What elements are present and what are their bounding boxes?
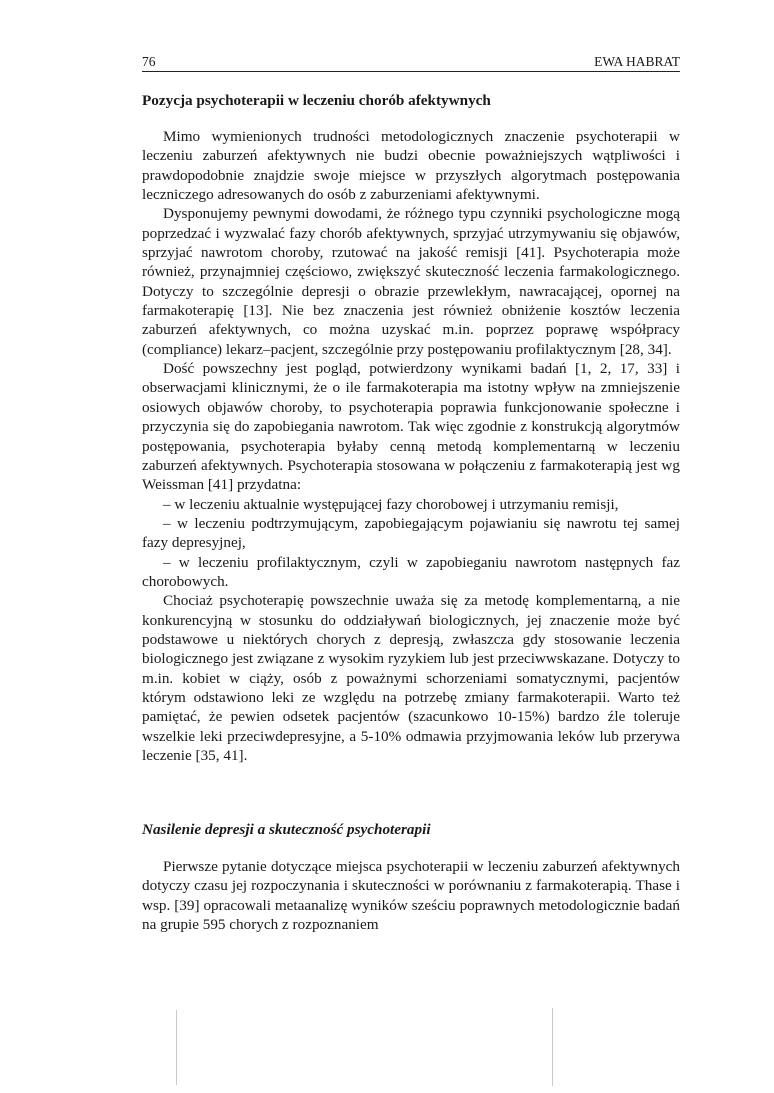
subsection-body [142, 857, 680, 934]
running-header [142, 54, 680, 70]
paragraph: Dysponujemy pewnymi dowodami, że różnego typu czynniki psychologiczne mogą poprzedzać i wyzwalać fazy chorób afektywnych, sprzyjać utrzymywaniu się objawów, sprzyjać nawrotom choroby, rzutować na jakość remisji [41]. Psychoterapia może również, przynajmniej częściowo, zwiększyć skuteczność leczenia farmakologicznego. Dotyczy to szczególnie depresji o obrazie przewlekłym, nawracającej, opornej na farmakoterapię [13]. Nie bez znaczenia jest również obniżenie kosztów leczenia zaburzeń afektywnych, co można uzyskać m.in. poprzez poprawę współpracy (compliance) lekarz–pacjent, szczególnie przy postępowaniu profilaktycznym [28, 34]. [142, 205, 680, 358]
list-item: – w leczeniu profilaktycznym, czyli w zapobieganiu nawrotom następnych faz chorobowych. [142, 553, 680, 590]
list-item: – w leczeniu podtrzymującym, zapobiegającym pojawianiu się nawrotu tej samej fazy depresyjnej, [142, 514, 680, 552]
section-body [142, 127, 680, 765]
paragraph: Chociaż psychoterapię powszechnie uważa się za metodę komplementarną, a nie konkurencyjną w stosunku do oddziaływań biologicznych, jej znaczenie może być podstawowe u niektórych chorych z depresją, zwłaszcza gdy stosowanie leczenia biologicznego jest związane z wysokim ryzykiem lub jest przeciwwskazane. Dotyczy to m.in. kobiet w ciąży, osób z poważnymi schorzeniami somatycznymi, pacjentów którym odstawiono leki ze względu na potrzebę zmiany farmakoterapii. Warto też pamiętać, że pewien odsetek pacjentów (szacunkowo 10-15%) bardzo źle toleruje wszelkie leki przeciwdepresyjne, a 5-10% odmawia przyjmowania leków lub przerywa leczenie [35, 41]. [142, 592, 680, 764]
list-item: – w leczeniu aktualnie występującej fazy chorobowej i utrzymaniu remisji, [163, 495, 619, 513]
page-number: 76 [142, 54, 156, 69]
subsection-title: Nasilenie depresji a skuteczność psychoterapii [142, 821, 431, 838]
header-rule [142, 71, 680, 72]
paragraph: Mimo wymienionych trudności metodologicznych znaczenie psychoterapii w leczeniu zaburzeń afektywnych nie budzi obecnie poważniejszych wątpliwości i prawdopodobnie znajdzie swoje miejsce w przyszłych algorytmach postępowania leczniczego adresowanych do osób z zaburzeniami afektywnymi. [142, 128, 680, 204]
running-author: EWA HABRAT [594, 54, 680, 69]
scan-artifact-line [552, 1008, 553, 1086]
scan-artifact-line [176, 1010, 177, 1085]
paragraph: Dość powszechny jest pogląd, potwierdzony wynikami badań [1, 2, 17, 33] i obserwacjami klinicznymi, że o ile farmakoterapia ma istotny wpływ na zmniejszenie osiowych objawów choroby, to psychoterapia poprawia funkcjonowanie społeczne i przyczynia się do zapobiegania nawrotom. Tak więc zgodnie z konstrukcją algorytmów postępowania, psychoterapia byłaby cenną metodą komplementarną w leczeniu zaburzeń afektywnych. Psychoterapia stosowana w połączeniu z farmakoterapią jest wg Weissman [41] przydatna: [142, 360, 680, 494]
section-title: Pozycja psychoterapii w leczeniu chorób afektywnych [142, 92, 491, 109]
paragraph: Pierwsze pytanie dotyczące miejsca psychoterapii w leczeniu zaburzeń afektywnych dotyczy czasu jej rozpoczynania i skuteczności w porównaniu z farmakoterapią. Thase i wsp. [39] opracowali metaanalizę wyników sześciu poprawnych metodologicznie badań na grupie 595 chorych z rozpoznaniem [142, 858, 680, 934]
